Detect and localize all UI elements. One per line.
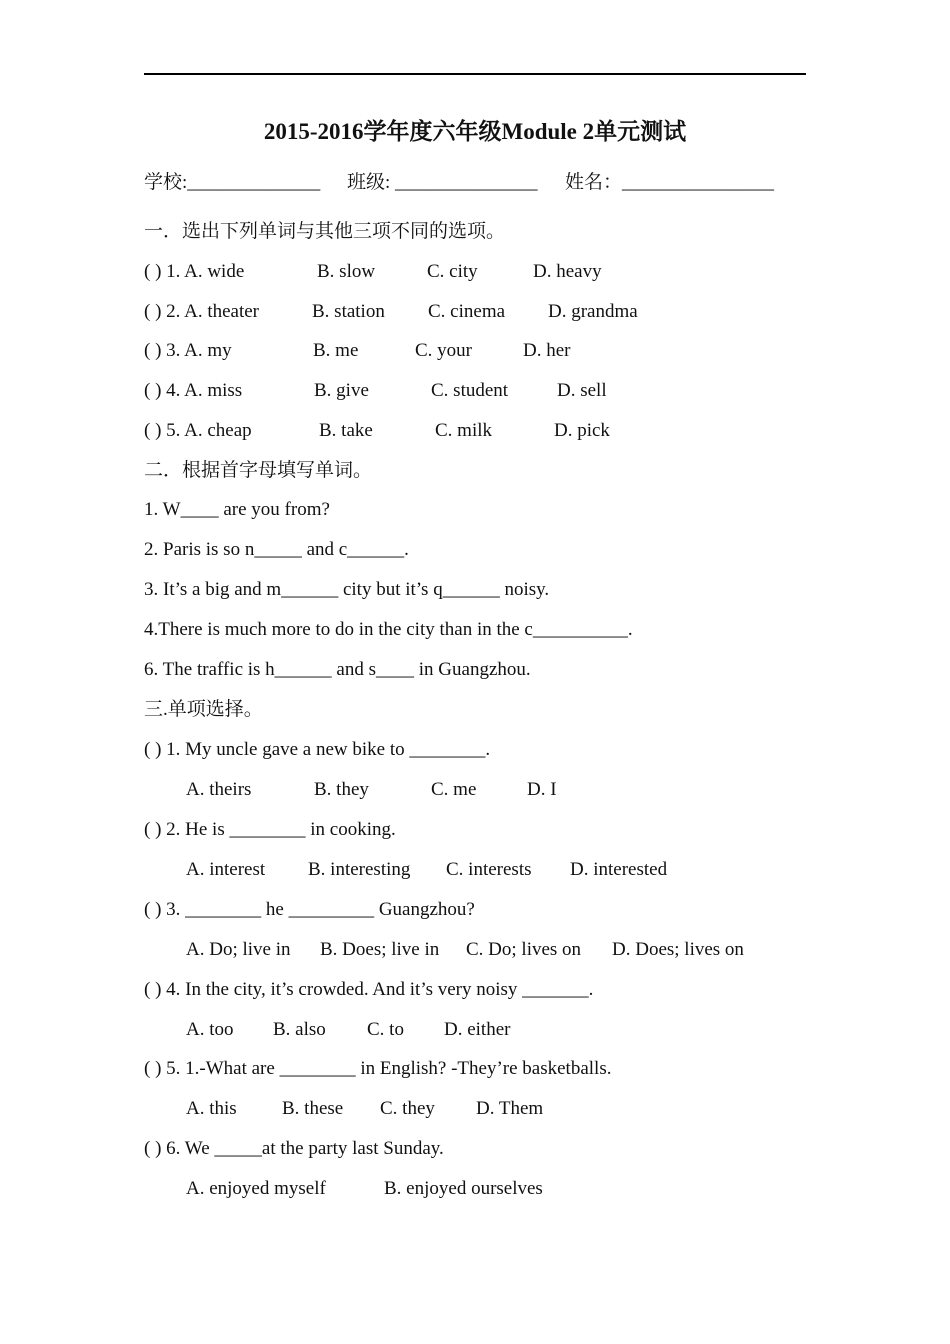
top-rule bbox=[144, 73, 806, 75]
choice-option: A. this bbox=[186, 1098, 237, 1119]
option-b: B. slow bbox=[317, 261, 376, 282]
choice-option: D. I bbox=[527, 779, 557, 800]
option-c: C. city bbox=[427, 261, 478, 282]
choice-option: A. interest bbox=[186, 859, 266, 880]
choice-option: A. too bbox=[186, 1019, 234, 1040]
choice-question-stem: ( ) 2. He is ________ in cooking. bbox=[144, 819, 396, 840]
option-c: C. cinema bbox=[428, 301, 506, 322]
option-d: D. heavy bbox=[533, 261, 602, 282]
option-b: B. me bbox=[313, 340, 359, 361]
question-number-option-a: ( ) 1. A. wide bbox=[144, 261, 245, 282]
choice-option: A. enjoyed myself bbox=[186, 1178, 326, 1199]
choice-option: D. either bbox=[444, 1019, 511, 1040]
choice-option: D. Them bbox=[476, 1098, 544, 1119]
fill-in-item: 1. W____ are you from? bbox=[144, 499, 330, 520]
option-d: D. grandma bbox=[548, 301, 638, 322]
choice-question-stem: ( ) 4. In the city, it’s crowded. And it’s very noisy _______. bbox=[144, 979, 594, 1000]
choice-option: A. Do; live in bbox=[186, 939, 291, 960]
choice-option: D. interested bbox=[570, 859, 668, 880]
option-b: B. station bbox=[312, 301, 385, 322]
section1-heading: 一．选出下列单词与其他三项不同的选项。 bbox=[144, 221, 506, 242]
option-b: B. take bbox=[319, 420, 373, 441]
class-field: 班级: _______________ bbox=[347, 172, 538, 193]
section3-heading: 三.单项选择。 bbox=[144, 699, 263, 720]
fill-in-item: 2. Paris is so n_____ and c______. bbox=[144, 539, 409, 560]
option-d: D. pick bbox=[554, 420, 610, 441]
choice-option: C. interests bbox=[446, 859, 532, 880]
section2-heading: 二．根据首字母填写单词。 bbox=[144, 460, 373, 481]
school-field: 学校:______________ bbox=[144, 172, 321, 193]
question-number-option-a: ( ) 5. A. cheap bbox=[144, 420, 252, 441]
choice-question-stem: ( ) 5. 1.-What are ________ in English? -They’re basketballs. bbox=[144, 1058, 612, 1079]
option-d: D. sell bbox=[557, 380, 607, 401]
fill-in-item: 3. It’s a big and m______ city but it’s q______ noisy. bbox=[144, 579, 550, 600]
choice-option: B. interesting bbox=[308, 859, 411, 880]
choice-option: C. to bbox=[367, 1019, 404, 1040]
choice-option: B. Does; live in bbox=[320, 939, 440, 960]
choice-option: C. they bbox=[380, 1098, 435, 1119]
fill-in-item: 4.There is much more to do in the city than in the c__________. bbox=[144, 619, 633, 640]
question-number-option-a: ( ) 3. A. my bbox=[144, 340, 232, 361]
option-c: C. milk bbox=[435, 420, 493, 441]
choice-option: C. me bbox=[431, 779, 477, 800]
choice-option: B. these bbox=[282, 1098, 344, 1119]
option-d: D. her bbox=[523, 340, 571, 361]
option-c: C. your bbox=[415, 340, 472, 361]
page-title: 2015-2016学年度六年级Module 2单元测试 bbox=[263, 119, 687, 144]
option-c: C. student bbox=[431, 380, 509, 401]
question-number-option-a: ( ) 2. A. theater bbox=[144, 301, 260, 322]
question-number-option-a: ( ) 4. A. miss bbox=[144, 380, 243, 401]
choice-option: B. they bbox=[314, 779, 369, 800]
name-field: 姓名：________________ bbox=[565, 172, 775, 193]
choice-option: C. Do; lives on bbox=[466, 939, 582, 960]
choice-question-stem: ( ) 1. My uncle gave a new bike to ________. bbox=[144, 739, 491, 760]
choice-question-stem: ( ) 6. We _____at the party last Sunday. bbox=[144, 1138, 444, 1159]
choice-option: B. enjoyed ourselves bbox=[384, 1178, 543, 1199]
choice-question-stem: ( ) 3. ________ he _________ Guangzhou? bbox=[144, 899, 475, 920]
option-b: B. give bbox=[314, 380, 369, 401]
choice-option: D. Does; lives on bbox=[612, 939, 744, 960]
choice-option: A. theirs bbox=[186, 779, 252, 800]
fill-in-item: 6. The traffic is h______ and s____ in Guangzhou. bbox=[144, 659, 531, 680]
choice-option: B. also bbox=[273, 1019, 326, 1040]
